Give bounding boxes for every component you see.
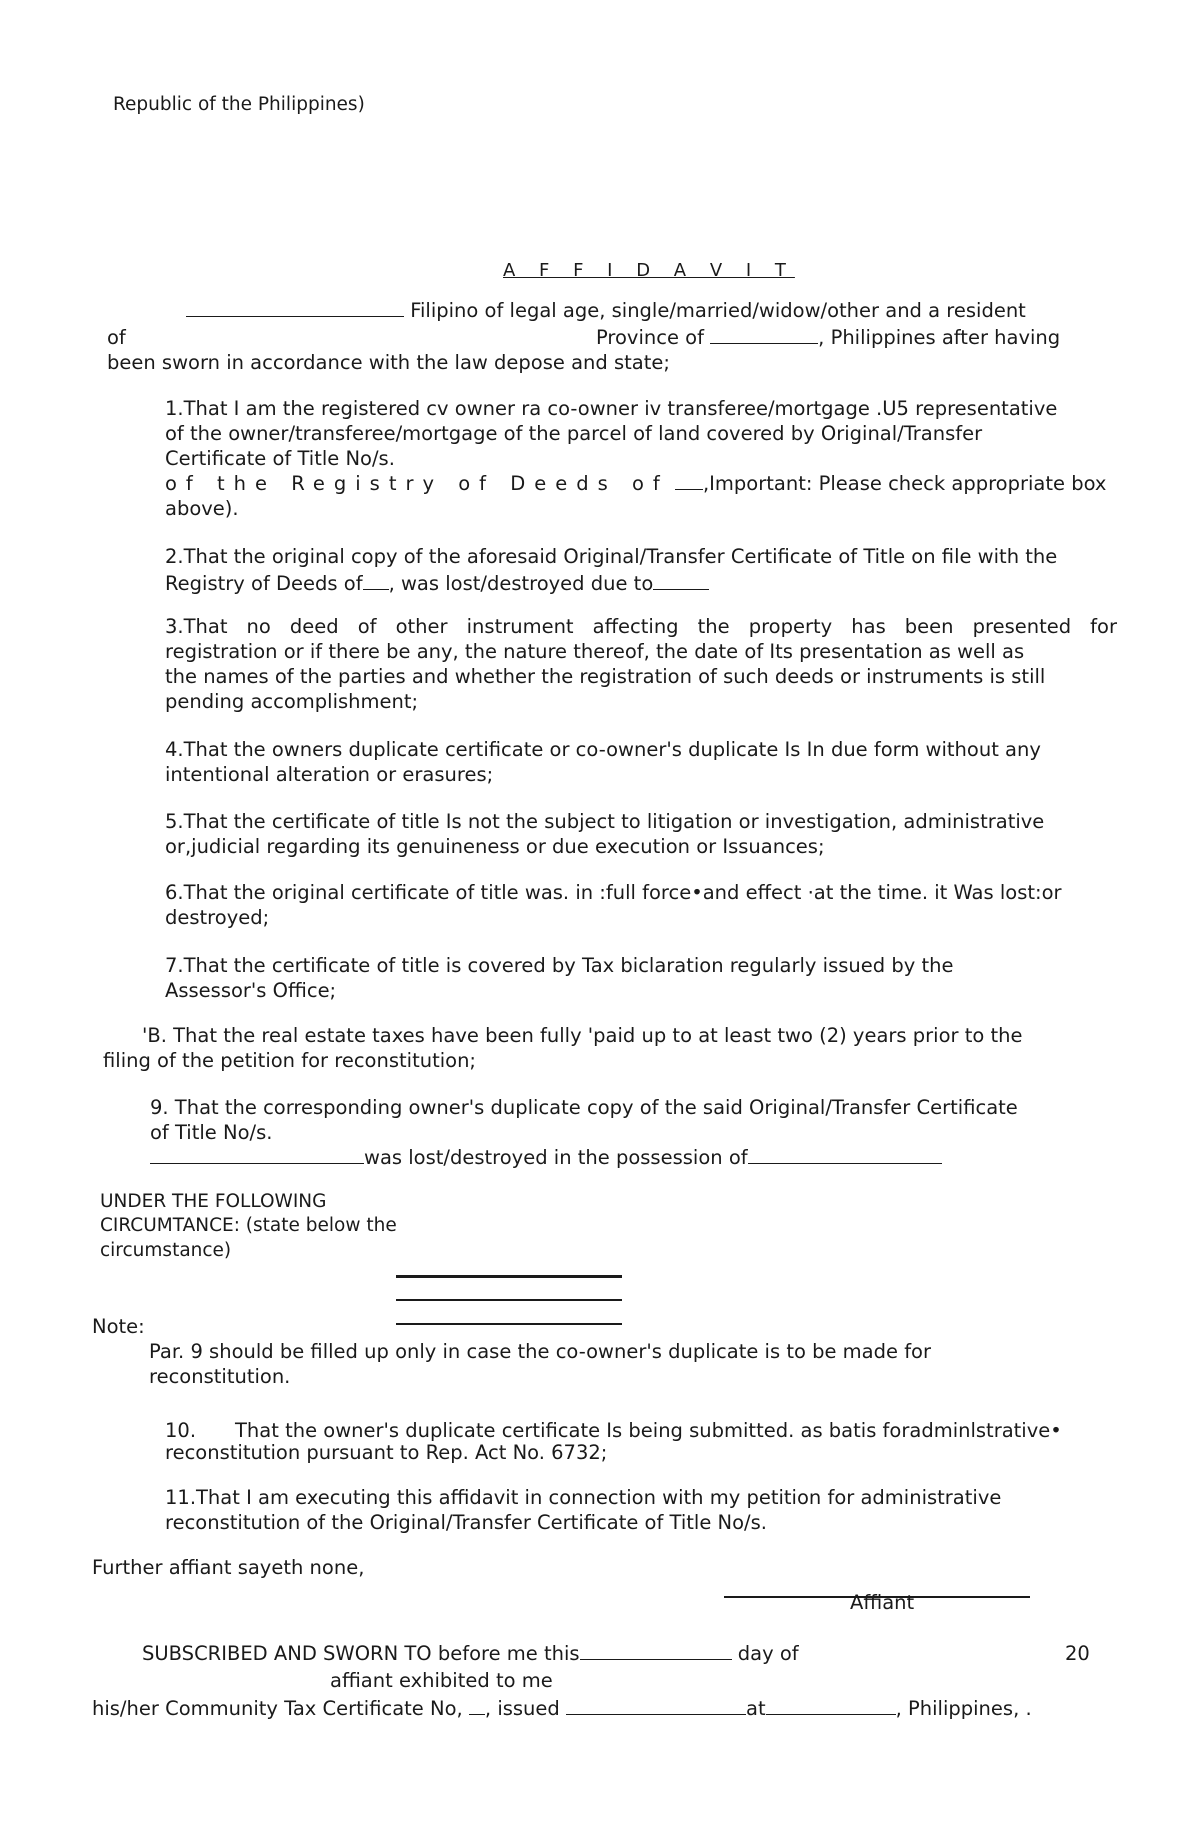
p10-line-1: That the owner's duplicate certificate Is being submitted. as batis foradminlstrative•: [235, 1419, 1062, 1442]
intro-line-3: been sworn in accordance with the law depose and state;: [107, 351, 670, 374]
p2-line-2: Registry of Deeds of , was lost/destroyed due to: [165, 571, 709, 596]
document-title: A F F I D A V I T: [503, 260, 795, 281]
lost-reason-blank[interactable]: [653, 571, 709, 590]
p9-line-3: was lost/destroyed in the possession of: [150, 1145, 942, 1170]
intro-of-label: of: [107, 326, 126, 349]
closing-statement: Further affiant sayeth none,: [92, 1556, 365, 1579]
issued-date-blank[interactable]: [566, 1696, 746, 1715]
p2-line-1: 2.That the original copy of the aforesaid Original/Transfer Certificate of Title on file with the: [165, 545, 1058, 568]
jurat-line-2: affiant exhibited to me: [330, 1669, 553, 1692]
jurat-year: 20: [1065, 1642, 1090, 1665]
p9-line-2: of Title No/s.: [150, 1121, 273, 1144]
name-blank[interactable]: [186, 298, 404, 317]
intro-line-2: Province of , Philippines after having: [596, 326, 1061, 349]
circumstance-line-b[interactable]: [396, 1299, 622, 1301]
republic-header: Republic of the Philippines): [113, 94, 365, 115]
p10-line-2: reconstitution pursuant to Rep. Act No. 6732;: [165, 1441, 608, 1464]
circumstance-line-a[interactable]: [396, 1275, 622, 1278]
p5-line-1: 5.That the certificate of title Is not the subject to litigation or investigation, administrative: [165, 810, 1045, 833]
p4-line-1: 4.That the owners duplicate certificate or co-owner's duplicate Is In due form without any: [165, 738, 1041, 761]
p3-line-1: 3.That no deed of other instrument affecting the property has been presented for: [165, 615, 1117, 638]
title-number-blank[interactable]: [150, 1145, 364, 1164]
p3-line-2: registration or if there be any, the nature thereof, the date of Its presentation as well as: [165, 640, 1025, 663]
issued-place-blank[interactable]: [766, 1696, 896, 1715]
jurat-line-1: SUBSCRIBED AND SWORN TO before me this day of: [142, 1642, 799, 1665]
circumstance-line-3: circumstance): [100, 1240, 232, 1261]
p9-line-1: 9. That the corresponding owner's duplicate copy of the said Original/Transfer Certificate: [150, 1096, 1018, 1119]
p3-line-4: pending accomplishment;: [165, 690, 419, 713]
p11-line-2: reconstitution of the Original/Transfer Certificate of Title No/s.: [165, 1511, 767, 1534]
circumstance-line-1: UNDER THE FOLLOWING: [100, 1191, 327, 1212]
p1-line-4: of the Registry of Deeds of ,Important: Please check appropriate box: [165, 472, 1107, 495]
p7-line-1: 7.That the certificate of title is covered by Tax biclaration regularly issued by the: [165, 954, 954, 977]
province-blank[interactable]: [710, 325, 818, 344]
p1-line-3: Certificate of Title No/s.: [165, 447, 395, 470]
possession-blank[interactable]: [748, 1145, 942, 1164]
circumstance-line-2: CIRCUMTANCE: (state below the: [100, 1215, 397, 1236]
p3-line-3: the names of the parties and whether the registration of such deeds or instruments is still: [165, 665, 1046, 688]
p1-line-1: 1.That I am the registered cv owner ra co-owner iv transferee/mortgage .U5 representative: [165, 397, 1058, 420]
p8-line-2: filing of the petition for reconstitution;: [103, 1049, 476, 1072]
intro-line-1: Filipino of legal age, single/married/widow/other and a resident: [186, 298, 1026, 323]
jurat-line-3: his/her Community Tax Certificate No, , issued at , Philippines, .: [92, 1697, 1032, 1720]
p7-line-2: Assessor's Office;: [165, 979, 337, 1002]
note-label: Note:: [92, 1315, 145, 1338]
ctc-number-blank[interactable]: [469, 1696, 485, 1715]
p6-line-2: destroyed;: [165, 906, 270, 929]
p5-line-2: or,judicial regarding its genuineness or due execution or Issuances;: [165, 835, 825, 858]
note-line-2: reconstitution.: [149, 1365, 291, 1388]
registry-blank[interactable]: [675, 471, 703, 490]
p11-line-1: 11.That I am executing this affidavit in connection with my petition for administrative: [165, 1486, 1002, 1509]
day-blank[interactable]: [580, 1641, 732, 1660]
p8-line-1: 'B. That the real estate taxes have been fully 'paid up to at least two (2) years prior to the: [142, 1024, 1023, 1047]
p4-line-2: intentional alteration or erasures;: [165, 763, 494, 786]
affiant-label: Affiant: [850, 1591, 915, 1614]
registry-of-deeds-blank[interactable]: [363, 571, 389, 590]
circumstance-line-c[interactable]: [396, 1323, 622, 1325]
p1-line-2: of the owner/transferee/mortgage of the parcel of land covered by Original/Transfer: [165, 422, 983, 445]
p6-line-1: 6.That the original certificate of title was. in :full force•and effect ·at the time. it Was lost:or: [165, 881, 1062, 904]
p10-number: 10.: [165, 1419, 197, 1442]
p1-line-5: above).: [165, 497, 239, 520]
note-line-1: Par. 9 should be filled up only in case the co-owner's duplicate is to be made for: [149, 1340, 932, 1363]
